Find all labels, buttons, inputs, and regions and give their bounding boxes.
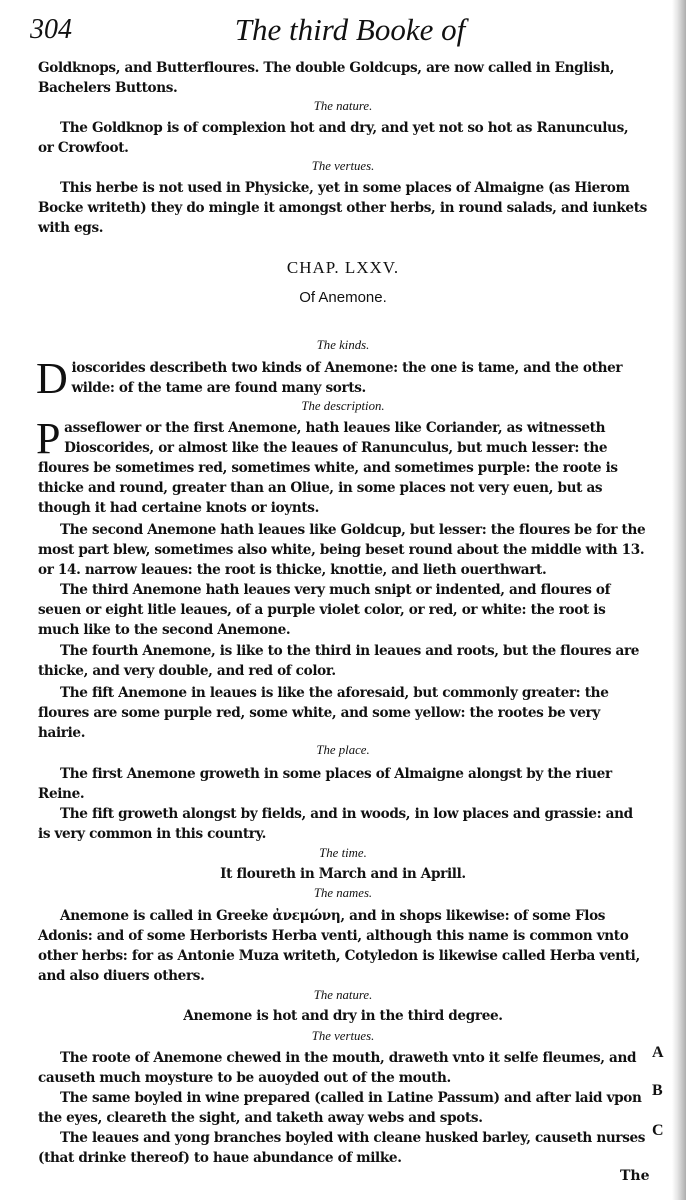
subhead-vertues-goldknop: The vertues.	[311, 159, 375, 173]
dropcap-d: D	[36, 354, 68, 403]
catchword: The	[620, 1168, 650, 1184]
paragraph-vertues-2: The same boyled in wine prepared (called in Latine Passum) and after laid vpon the eyes, cleareth the sight, and taketh away webs and spots.	[38, 1090, 642, 1126]
page-header	[30, 8, 670, 50]
page-number: 304	[30, 14, 72, 45]
paragraph-description-5: The fift Anemone in leaues is like the aforesaid, but commonly greater: the floures are some purple red, some white, and some yellow: the rootes be very hairie.	[38, 685, 609, 741]
margin-letter-a: A	[652, 1044, 664, 1061]
paragraph-goldknops: Goldknops, and Butterfloures. The double Goldcups, are now called in English, Bachelers Buttons.	[38, 60, 615, 96]
margin-letter-c: C	[652, 1122, 664, 1139]
subhead-nature: The nature.	[313, 988, 373, 1002]
paragraph-goldknop-nature: The Goldknop is of complexion hot and dry, and yet not so hot as Ranunculus, or Crowfoot.	[38, 120, 629, 156]
paragraph-description-4: The fourth Anemone, is like to the third in leaues and roots, but the floures are thicke, and very double, and red of color.	[38, 643, 640, 679]
chapter-subtitle: Of Anemone.	[299, 289, 387, 306]
margin-letter-b: B	[652, 1082, 663, 1099]
subhead-nature-goldknop: The nature.	[313, 99, 373, 113]
description-text: asseflower or the first Anemone, hath leaues like Coriander, as witnesseth Dioscorides, or almost like the leaues of Ranunculus, but much lesser: the floures be sometimes red, sometimes white, and sometimes purple: the roote is thicke and round, greater than an Oliue, in some places not very euen, but as though it had certaine knots or ioynts.	[38, 420, 618, 516]
paragraph-goldknop-vertues: This herbe is not used in Physicke, yet in some places of Almaigne (as Hierom Bocke writeth) they do mingle it amongst other herbs, in round salads, and iunkets with egs.	[38, 180, 647, 236]
subhead-names: The names.	[313, 886, 373, 900]
paragraph-description-3: The third Anemone hath leaues very much snipt or indented, and floures of seuen or eight litle leaues, of a purple violet color, or red, or white: the root is much like to the second Anemone.	[38, 582, 611, 638]
subhead-kinds: The kinds.	[316, 338, 370, 352]
paragraph-description-2: The second Anemone hath leaues like Goldcup, but lesser: the floures be for the most part blew, sometimes also white, being beset round about the middle with 13. or 14. narrow leaues: the root is thicke, knottie, and lieth ouerthwart.	[38, 522, 646, 578]
paragraph-kinds	[36, 354, 648, 403]
paragraph-place-2: The fift groweth alongst by fields, and in woods, in low places and grassie: and is very common in this country.	[38, 806, 633, 842]
subhead-place: The place.	[316, 743, 370, 757]
kinds-text: ioscorides describeth two kinds of Anemone: the one is tame, and the other wilde: of the tame are found many sorts.	[71, 360, 623, 396]
paragraph-place-1: The first Anemone groweth in some places of Almaigne alongst by the riuer Reine.	[38, 766, 612, 802]
subhead-vertues: The vertues.	[311, 1029, 375, 1043]
paragraph-vertues-3: The leaues and yong branches boyled with cleane husked barley, causeth nurses (that drinke thereof) to haue abundance of milke.	[38, 1130, 646, 1166]
paragraph-description-1	[36, 414, 648, 518]
paragraph-time: It floureth in March and in Aprill.	[220, 866, 466, 882]
paragraph-names: Anemone is called in Greeke ἀνεμώνη, and in shops likewise: of some Flos Adonis: and of some Herborists Herba venti, although this name is common vnto other herbs: for as Antonie Muza writeth, Cotyledon is likewise called Herba venti, and also diuers others.	[38, 908, 640, 984]
subhead-description: The description.	[301, 399, 385, 413]
paragraph-nature: Anemone is hot and dry in the third degree.	[183, 1008, 503, 1024]
dropcap-p: P	[36, 414, 61, 463]
chapter-title: CHAP. LXXV.	[286, 258, 400, 277]
paragraph-vertues-1: The roote of Anemone chewed in the mouth, draweth vnto it selfe fleumes, and causeth much moysture to be auoyded out of the mouth.	[38, 1050, 637, 1086]
page-edge-shadow	[672, 0, 686, 1200]
subhead-time: The time.	[319, 846, 367, 860]
running-head: The third Booke of	[234, 12, 466, 47]
